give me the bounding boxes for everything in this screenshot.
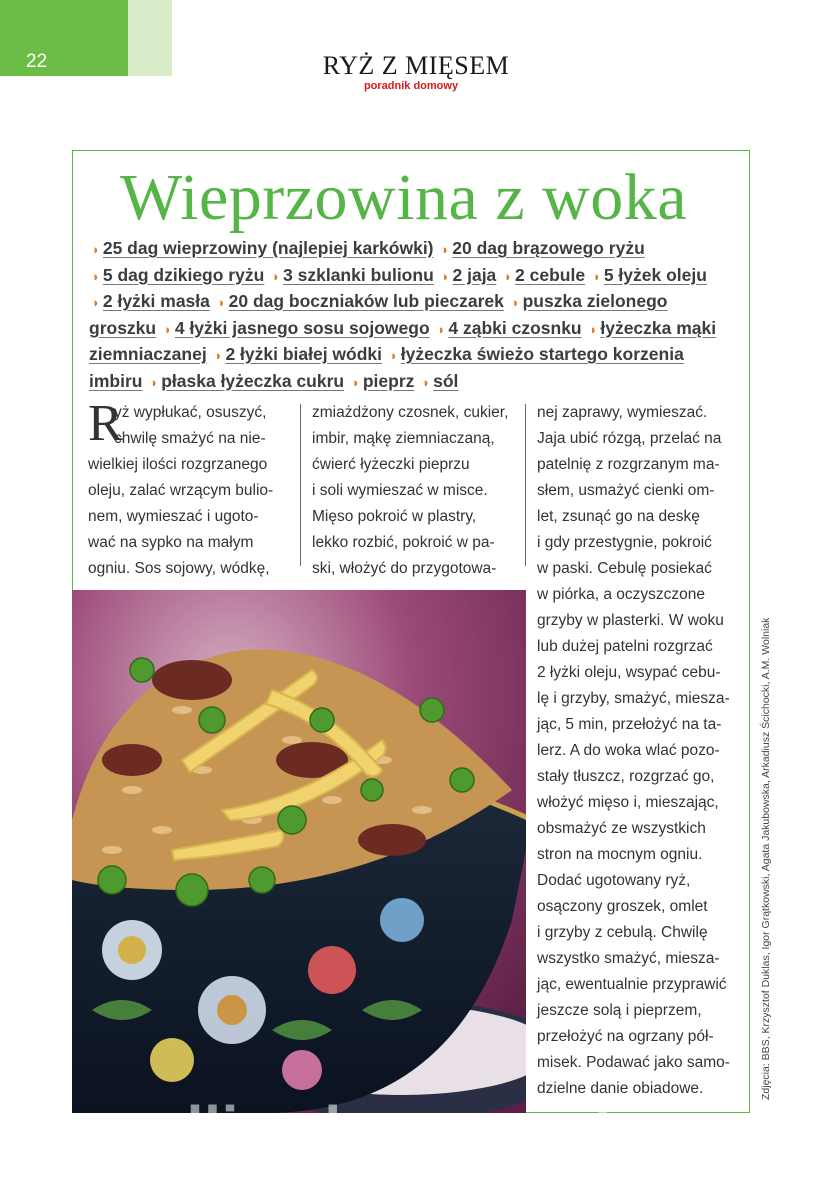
text-line: chwilę smażyć na nie- bbox=[114, 430, 266, 447]
bullet-icon: ◗ bbox=[589, 321, 598, 337]
text-line: oleju, zalać wrzącym bulio- bbox=[88, 482, 274, 499]
text-line: 2 łyżki oleju, wsypać cebu- bbox=[537, 664, 721, 681]
ingredient: płaska łyżeczka cukru bbox=[161, 370, 345, 391]
text-line: w piórka, a oczyszczone bbox=[537, 586, 705, 603]
text-line: osączony groszek, omlet bbox=[537, 898, 708, 915]
ingredient: 2 łyżki masła bbox=[102, 291, 210, 311]
text-line: ogniu. Sos sojowy, wódkę, bbox=[88, 560, 270, 577]
text-line: nej zaprawy, wymieszać. bbox=[537, 404, 708, 421]
section-subtitle: poradnik domowy bbox=[363, 80, 459, 92]
recipe-title: Wieprzowina z woka bbox=[120, 161, 688, 234]
text-line: dzielne danie obiadowe. bbox=[537, 1080, 704, 1097]
text-line: lekko rozbić, pokroić w pa- bbox=[312, 534, 495, 551]
text-line: zmiażdżony czosnek, cukier, bbox=[312, 404, 509, 421]
drop-cap: R bbox=[88, 395, 123, 452]
page-number: 22 bbox=[26, 51, 48, 72]
text-line: Dodać ugotowany ryż, bbox=[537, 872, 691, 889]
bullet-icon: ◗ bbox=[217, 295, 226, 310]
ingredient: pieprz bbox=[362, 370, 415, 391]
text-line: słem, usmażyć cienki om- bbox=[537, 482, 715, 499]
ingredient: 3 szklanki bulionu bbox=[283, 264, 434, 285]
bullet-icon: ◗ bbox=[92, 295, 100, 310]
text-line: let, zsunąć go na deskę bbox=[537, 508, 700, 525]
bullet-icon: ◗ bbox=[150, 374, 159, 390]
text-line: nem, wymieszać i ugoto- bbox=[88, 508, 259, 525]
bullet-icon: ◗ bbox=[163, 321, 172, 337]
bullet-icon: ◗ bbox=[422, 374, 431, 390]
text-line: i soli wymieszać w misce. bbox=[312, 482, 488, 499]
bullet-icon: ◗ bbox=[504, 268, 513, 284]
text-line: imbir, mąkę ziemniaczaną, bbox=[312, 430, 495, 447]
text-line: i gdy przestygnie, pokroić bbox=[537, 534, 712, 551]
text-line: przełożyć na ogrzany pół- bbox=[537, 1028, 714, 1045]
bullet-icon: ◗ bbox=[592, 268, 601, 284]
ingredient: 5 dag dzikiego ryżu bbox=[102, 264, 265, 285]
text-line: Mięso pokroić w plastry, bbox=[312, 508, 477, 525]
bullet-icon: ◗ bbox=[272, 268, 281, 284]
text-line: ćwierć łyżeczki pieprzu bbox=[312, 456, 470, 473]
ingredient: łyżeczka mąki ziemniaczanej bbox=[89, 317, 717, 364]
ingredient: 2 cebule bbox=[515, 264, 586, 285]
ingredient: sól bbox=[433, 370, 459, 391]
ingredient: 25 dag wieprzowiny (najlepiej karkówki) bbox=[102, 238, 434, 258]
text-line: jąc, ewentualnie przyprawić bbox=[537, 976, 727, 993]
text-line: misek. Podawać jako samo- bbox=[537, 1054, 730, 1071]
ingredient: puszka zielonego groszku bbox=[89, 291, 668, 338]
column-rule bbox=[300, 404, 301, 566]
bullet-icon: ◗ bbox=[437, 321, 446, 337]
ingredients-list bbox=[89, 236, 739, 395]
ingredient: 4 łyżki jasnego sosu sojowego bbox=[174, 317, 430, 338]
bullet-icon: ◗ bbox=[92, 242, 100, 257]
text-line: włożyć mięso i, mieszając, bbox=[537, 794, 719, 811]
photo-credit: Zdjęcia: BBS, Krzysztof Duklas, Igor Grątkowski, Agata Jakubowska, Arkadiusz Ścichocki, A.M. Wolniak bbox=[760, 617, 772, 1100]
text-line: jąc, 5 min, przełożyć na ta- bbox=[537, 716, 722, 733]
text-line: yż wypłukać, osuszyć, bbox=[114, 404, 267, 421]
text-line: lę i grzyby, smażyć, miesza- bbox=[537, 690, 730, 707]
text-line: stron na mocnym ogniu. bbox=[537, 846, 703, 863]
ingredient: 2 jaja bbox=[452, 264, 497, 285]
bullet-icon: ◗ bbox=[441, 242, 450, 257]
text-line: patelnię z rozgrzanym ma- bbox=[537, 456, 720, 473]
text-column-3 bbox=[537, 400, 737, 1102]
text-line: jeszcze solą i pieprzem, bbox=[537, 1002, 702, 1019]
text-line: w paski. Cebulę posiekać bbox=[537, 560, 712, 577]
bullet-icon: ◗ bbox=[389, 348, 398, 363]
bullet-icon: ◗ bbox=[511, 295, 520, 310]
ingredient: 20 dag boczniaków lub pieczarek bbox=[228, 291, 504, 311]
text-line: stały tłuszcz, rozgrzać go, bbox=[537, 768, 715, 785]
text-column-1 bbox=[88, 395, 288, 582]
bullet-icon: ◗ bbox=[214, 348, 223, 363]
ingredient: 2 łyżki białej wódki bbox=[225, 344, 383, 364]
text-line: ski, włożyć do przygotowa- bbox=[312, 560, 497, 577]
ingredient: 5 łyżek oleju bbox=[603, 264, 707, 285]
ingredient: 20 dag brązowego ryżu bbox=[452, 238, 645, 258]
text-line: wielkiej ilości rozgrzanego bbox=[88, 456, 268, 473]
text-line: grzyby w plasterki. W woku bbox=[537, 612, 724, 629]
ingredient: łyżeczka świeżo startego korzenia imbiru bbox=[89, 344, 684, 391]
bullet-icon: ◗ bbox=[351, 374, 360, 390]
text-line: lerz. A do woka wlać pozo- bbox=[537, 742, 720, 759]
text-column-2 bbox=[312, 400, 512, 582]
bullet-icon: ◗ bbox=[92, 268, 100, 284]
bullet-icon: ◗ bbox=[441, 268, 450, 284]
section-title: RYŻ Z MIĘSEM bbox=[322, 51, 510, 80]
ingredient: 4 ząbki czosnku bbox=[448, 317, 582, 338]
dish-photo bbox=[72, 590, 526, 1113]
text-line: obsmażyć ze wszystkich bbox=[537, 820, 706, 837]
text-line: lub dużej patelni rozgrzać bbox=[537, 638, 713, 655]
column-rule bbox=[525, 404, 526, 566]
text-line: wszystko smażyć, miesza- bbox=[537, 950, 720, 967]
text-line: i grzyby z cebulą. Chwilę bbox=[537, 924, 708, 941]
text-line: Jaja ubić rózgą, przelać na bbox=[537, 430, 722, 447]
watermark: wedlinydomowe.pl bbox=[90, 1097, 612, 1153]
text-line: wać na sypko na małym bbox=[88, 534, 254, 551]
